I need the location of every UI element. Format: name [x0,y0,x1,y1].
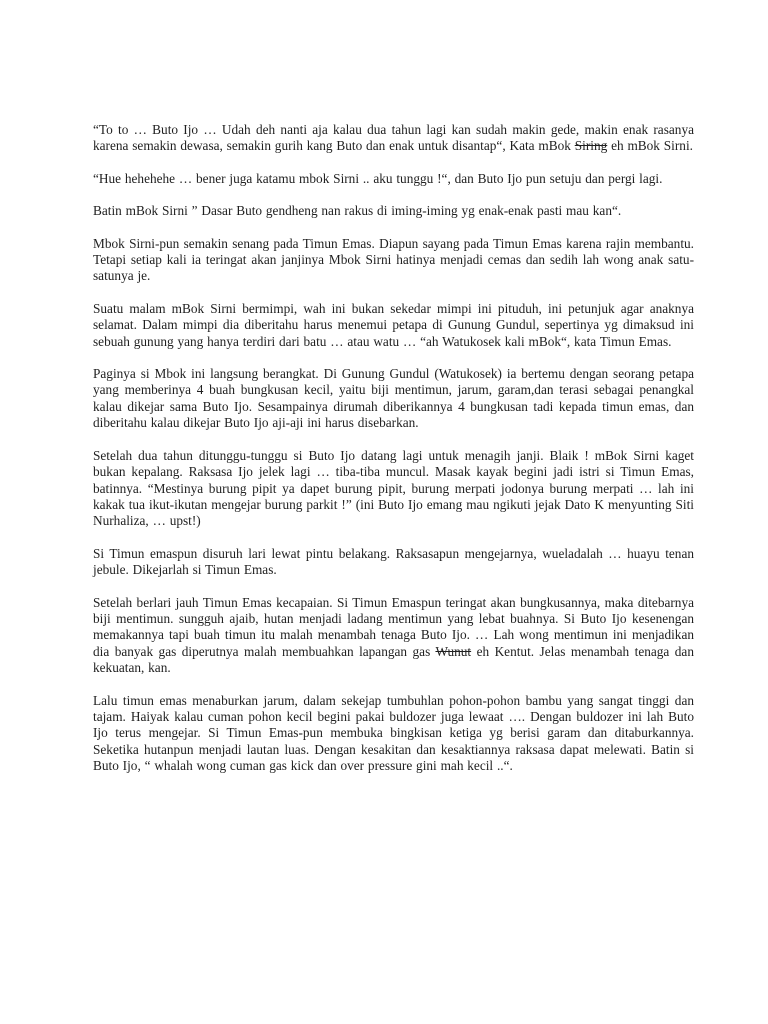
text-run: Setelah berlari jauh Timun Emas kecapaian. Si Timun Emaspun teringat akan bungkusannya, maka ditebarnya biji mentimun. sungguh ajaib, hutan menjadi ladang mentimun yang lebat buahnya. Si Buto Ijo kesenengan memakannya tapi buah timun itu malah menambah tenaga Buto Ijo. … Lah wong mentimun ini menjadikan dia banyak gas diperutnya malah membuahkan lapangan gas [93,594,694,659]
paragraph-2 [93,171,694,187]
text-run: Suatu malam mBok Sirni bermimpi, wah ini bukan sekedar mimpi ini pituduh, ini petunjuk agar anaknya selamat. Dalam mimpi dia diberitahu harus menemui petapa di Gunung Gundul, sepertinya yg dimaksud ini sebuah gunung yang hanya terdiri dari batu … atau watu … “ah Watukosek kali mBok“, kata Timun Emas. [93,300,694,349]
struck-text: Siring [574,138,608,154]
struck-text: Wunut [435,643,472,659]
paragraph-7 [93,448,694,530]
text-run: Paginya si Mbok ini langsung berangkat. Di Gunung Gundul (Watukosek) ia bertemu dengan seorang petapa yang memberinya 4 buah bungkusan kecil, yaitu biji mentimun, jarum, garam,dan terasi sebagai penangkal kalau dikejar sama Buto Ijo. Sesampainya dirumah diberikannya 4 bungkusan tadi kepada timun emas, dan diberitahu kalau dikejar Buto Ijo aji-aji ini harus disebarkan. [93,366,694,431]
text-run: Setelah dua tahun ditunggu-tunggu si Buto Ijo datang lagi untuk menagih janji. Blaik ! mBok Sirni kaget bukan kepalang. Raksasa Ijo jelek lagi … tiba-tiba muncul. Masak kayak begini jadi istri si Timun Emas, batinnya. “Mestinya burung pipit ya dapet burung pipit, burung merpati jodonya burung merpati … lah ini kakak tua ikut-ikutan mengejar burung parkit !” (ini Buto Ijo emang mau ngikuti jejak Dato K menyunting Siti Nurhaliza, … upst!) [93,447,694,529]
text-run: eh mBok Sirni. [607,138,693,154]
text-run: Batin mBok Sirni ” Dasar Buto gendheng nan rakus di iming-iming yg enak-enak pasti mau kan“. [93,203,622,219]
text-run: “To to … Buto Ijo … Udah deh nanti aja kalau dua tahun lagi kan sudah makin gede, makin enak rasanya karena semakin dewasa, semakin gurih kang Buto dan enak untuk disantap“, Kata mBok [93,122,694,154]
text-run: Mbok Sirni-pun semakin senang pada Timun Emas. Diapun sayang pada Timun Emas karena rajin membantu. Tetapi setiap kali ia teringat akan janjinya Mbok Sirni hatinya menjadi cemas dan sedih lah wong anak satu-satunya je. [93,235,694,284]
paragraph-5 [93,301,694,350]
paragraph-10 [93,693,694,775]
text-run: eh Kentut. Jelas menambah tenaga dan kekuatan, kan. [93,643,694,676]
paragraph-1 [93,122,694,155]
paragraph-8 [93,546,694,579]
text-run: Lalu timun emas menaburkan jarum, dalam sekejap tumbuhlan pohon-pohon bambu yang sangat tinggi dan tajam. Haiyak kalau cuman pohon kecil begini pakai buldozer juga lewaat …. Dengan buldozer ini lah Buto Ijo terus mengejar. Si Timun Emas-pun membuka bingkisan ketiga yg berisi garam dan ditaburkannya. Seketika hutanpun menjadi lautan luas. Dengan kesakitan dan kesaktiannya raksasa dapat melewati. Batin si Buto Ijo, “ whalah wong cuman gas kick dan over pressure gini mah kecil ..“. [93,692,694,774]
text-run: Si Timun emaspun disuruh lari lewat pintu belakang. Raksasapun mengejarnya, wueladalah … huayu tenan jebule. Dikejarlah si Timun Emas. [93,545,694,578]
text-run: “Hue hehehehe … bener juga katamu mbok Sirni .. aku tunggu !“, dan Buto Ijo pun setuju dan pergi lagi. [93,170,663,186]
paragraph-9 [93,595,694,677]
paragraph-3 [93,203,694,219]
paragraph-6 [93,366,694,432]
document-page [93,122,694,791]
paragraph-4 [93,236,694,285]
